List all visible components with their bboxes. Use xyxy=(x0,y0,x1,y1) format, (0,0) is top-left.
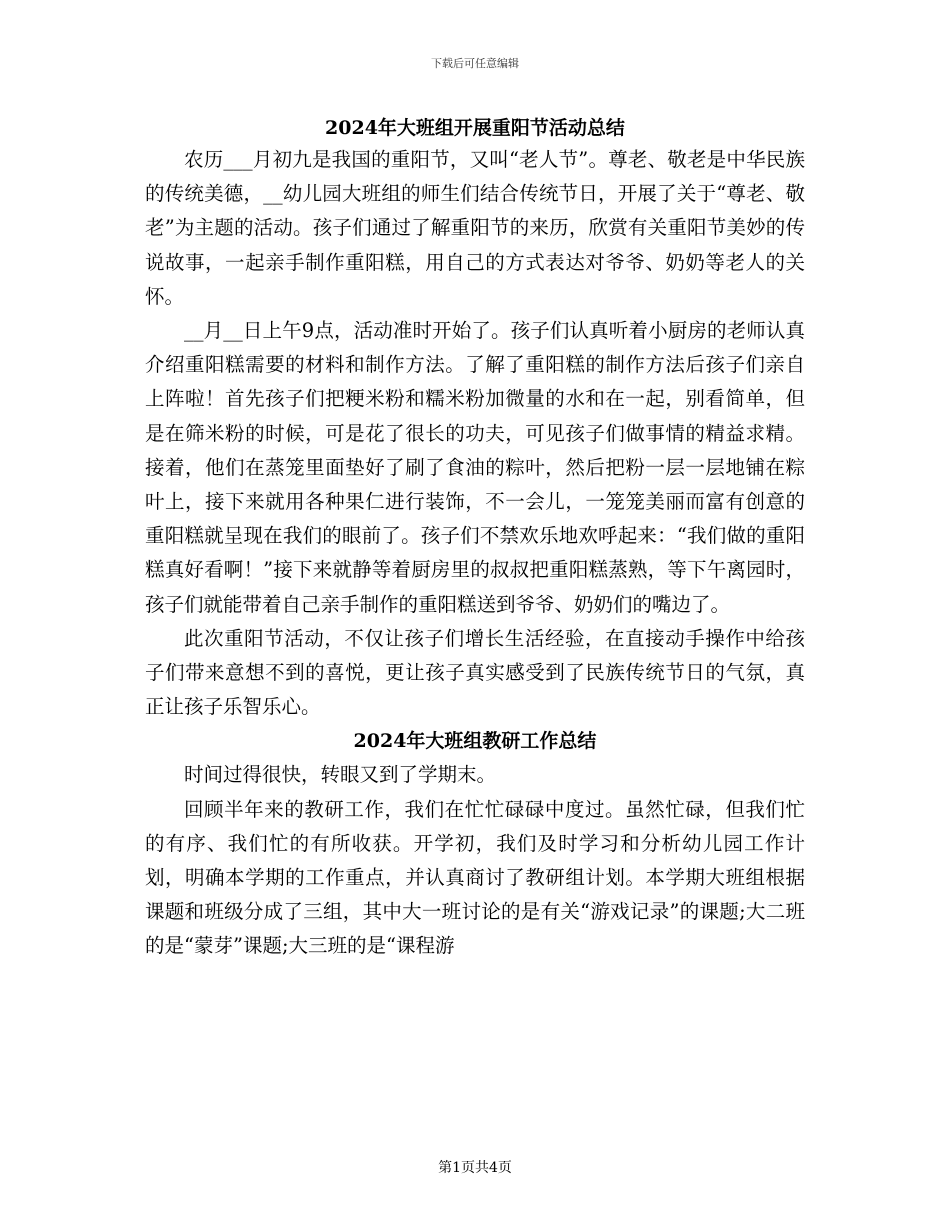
paragraph: 此次重阳节活动，不仅让孩子们增长生活经验，在直接动手操作中给孩子们带来意想不到的喜悦，更让孩子真实感受到了民族传统节日的气氛，真正让孩子乐智乐心。 xyxy=(145,626,805,719)
page-number: 第1页共4页 xyxy=(438,1160,512,1176)
paragraph: 时间过得很快，转眼又到了学期末。 xyxy=(184,763,497,787)
section-title: 2024年大班组教研工作总结 xyxy=(353,730,597,753)
paragraph: 回顾半年来的教研工作，我们在忙忙碌碌中度过。虽然忙碌，但我们忙的有序、我们忙的有所收获。开学初，我们及时学习和分析幼儿园工作计划，明确本学期的工作重点，并认真商讨了教研组计划。本学期大班组根据课题和班级分成了三组，其中大一班讨论的是有关“游戏记录”的课题;大二班的是“蒙芽”课题;大三班的是“课程游 xyxy=(145,797,805,958)
page-header-note: 下载后可任意编辑 xyxy=(431,57,519,70)
document-title: 2024年大班组开展重阳节活动总结 xyxy=(325,117,625,139)
paragraph: __月__日上午9点，活动准时开始了。孩子们认真听着小厨房的老师认真介绍重阳糕需要的材料和制作方法。了解了重阳糕的制作方法后孩子们亲自上阵啦！首先孩子们把粳米粉和糯米粉加微量的水和在一起，别看简单，但是在筛米粉的时候，可是花了很长的功夫，可见孩子们做事情的精益求精。接着，他们在蒸笼里面垫好了刷了食油的粽叶，然后把粉一层一层地铺在粽叶上，接下来就用各种果仁进行装饰，不一会儿，一笼笼美丽而富有创意的重阳糕就呈现在我们的眼前了。孩子们不禁欢乐地欢呼起来：“我们做的重阳糕真好看啊！”接下来就静等着厨房里的叔叔把重阳糕蒸熟，等下午离园时，孩子们就能带着自己亲手制作的重阳糕送到爷爷、奶奶们的嘴边了。 xyxy=(145,319,805,616)
paragraph: 农历___月初九是我国的重阳节，又叫“老人节”。尊老、敬老是中华民族的传统美德，__幼儿园大班组的师生们结合传统节日，开展了关于“尊老、敬老”为主题的活动。孩子们通过了解重阳节的来历，欣赏有关重阳节美妙的传说故事，一起亲手制作重阳糕，用自己的方式表达对爷爷、奶奶等老人的关怀。 xyxy=(145,148,805,308)
document-body xyxy=(145,113,805,964)
